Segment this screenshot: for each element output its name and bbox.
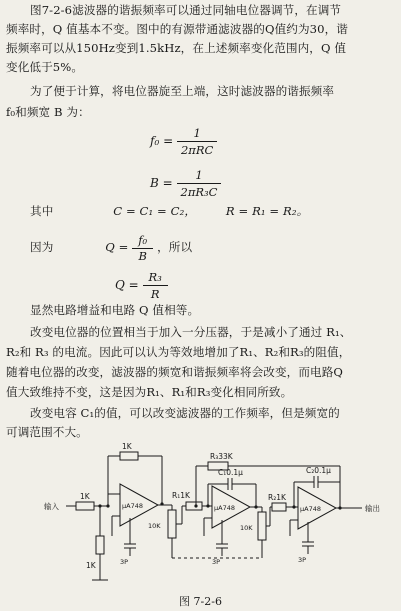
para1-line4: 变化低于5%。 — [6, 60, 84, 74]
equation-Q-denominator: R — [150, 287, 160, 301]
equation-Q-lhs: Q = — [115, 278, 139, 292]
circuit-comp1-label: 3P — [120, 558, 129, 566]
equation-f0-denominator: 2πRC — [180, 143, 214, 157]
equation-Q — [115, 270, 168, 301]
equation-B — [150, 168, 221, 199]
equation-f0-fraction — [177, 126, 217, 157]
equation-f0-lhs: f₀ = — [150, 134, 174, 148]
para1-line2: 频率时，Q 值基本不变。图中的有源带通滤波器的Q值约为30，谐 — [6, 22, 348, 36]
circuit-r1-label: R₁1K — [172, 491, 190, 500]
para2-line2: f₀和频宽 B 为： — [6, 105, 90, 119]
equation-Q-fraction — [143, 270, 168, 301]
circuit-r-fb1-label: 1K — [122, 442, 132, 451]
circuit-output-label: 输出 — [365, 504, 380, 513]
where-c: C = C₁ = C₂， — [113, 204, 197, 218]
para5-line2: 可调范围不大。 — [6, 425, 88, 439]
figure-caption: 图 7-2-6 — [179, 595, 222, 608]
para5-line1: 改变电容 C₁的值，可以改变滤波器的工作频率，但是频宽的 — [30, 406, 340, 420]
where-line — [30, 203, 398, 219]
para3-line1: 显然电路增益和电路 Q 值相等。 — [30, 303, 200, 317]
circuit-pot2-label: 10K — [240, 524, 253, 532]
para4-line3: 随着电位器的改变，滤波器的频宽和谐振频率将会改变，而电路Q — [6, 365, 344, 379]
circuit-r-in-label: 1K — [80, 492, 90, 501]
equation-B-numerator: 1 — [177, 168, 222, 184]
circuit-comp3-label: 3P — [298, 556, 307, 564]
because-line — [30, 232, 398, 262]
para4-line4: 值大致维持不变，这是因为R₁、R₁和R₃变化相同所致。 — [6, 385, 293, 399]
because-numerator: f₀ — [132, 234, 153, 249]
circuit-comp2-label: 3P — [212, 558, 221, 566]
para2-line1: 为了便于计算，将电位器旋至上端，这时滤波器的谐振频率 — [30, 84, 335, 98]
circuit-r2-label: R₂1K — [268, 493, 286, 502]
para1-line1: 图7-2-6滤波器的谐振频率可以通过同轴电位器调节，在调节 — [30, 3, 342, 17]
circuit-r3-label: R₃33K — [210, 452, 233, 461]
circuit-input-label: 输入 — [44, 502, 59, 511]
circuit-opamp3-label: μA748 — [300, 505, 321, 513]
equation-B-denominator: 2πR₃C — [180, 185, 218, 199]
para4-line1: 改变电位器的位置相当于加入一分压器，于是减小了通过 R₁、 — [30, 325, 352, 339]
circuit-opamp2-label: μA748 — [214, 504, 235, 512]
circuit-r-gnd-label: 1K — [86, 561, 96, 570]
equation-Q-numerator: R₃ — [143, 270, 168, 286]
because-fraction — [132, 234, 153, 263]
because-lhs: Q = — [105, 240, 129, 254]
equation-f0 — [150, 126, 217, 157]
circuit-c1-label: C₁0.1μ — [218, 468, 243, 477]
para1-line3: 振频率可以从150Hz变到1.5kHz，在上述频率变化范围内，Q 值 — [6, 41, 347, 55]
equation-f0-numerator: 1 — [177, 126, 217, 142]
circuit-diagram — [0, 440, 401, 590]
equation-B-lhs: B = — [150, 176, 173, 190]
because-tail: ，所以 — [157, 240, 193, 254]
equation-B-fraction — [177, 168, 222, 199]
circuit-opamp1-label: μA748 — [122, 502, 143, 510]
para4-line2: R₂和 R₃ 的电流。因此可以认为等效地增加了R₁、R₂和R₃的阻值， — [6, 345, 351, 359]
where-label: 其中 — [30, 204, 54, 218]
circuit-c2-label: C₂0.1μ — [306, 466, 331, 475]
because-label: 因为 — [30, 240, 54, 254]
where-r: R = R₁ = R₂。 — [225, 204, 309, 218]
because-denominator: B — [138, 248, 148, 262]
circuit-pot1-label: 10K — [148, 522, 161, 530]
